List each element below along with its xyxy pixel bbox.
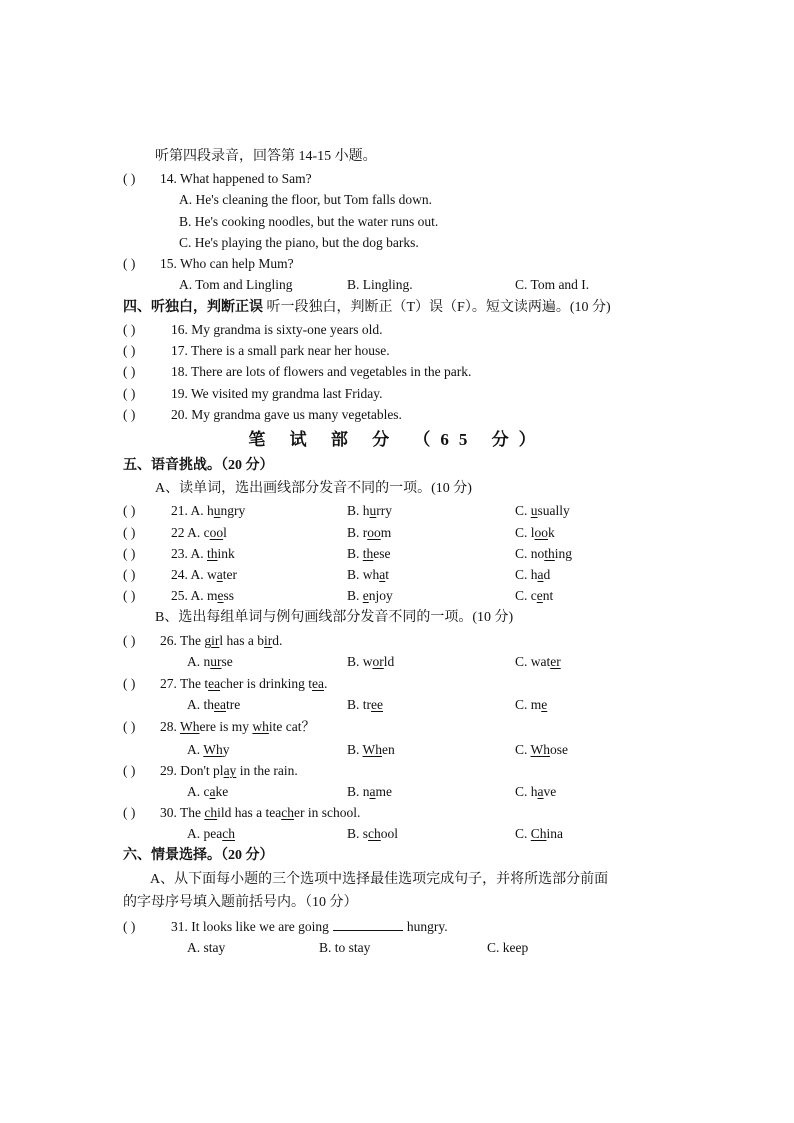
q28-c-underline: Wh [530, 742, 551, 757]
section4-heading-line [0, 297, 794, 319]
q28-s1: 28. [160, 719, 181, 734]
q26-s2: ir [211, 633, 220, 648]
q16-line [0, 319, 794, 341]
q26-c-pre: C. wat [515, 654, 551, 669]
q14-option-b-text: B. He's cooking noodles, but the water runs out. [179, 214, 439, 229]
q15-stem: 15. Who can help Mum? [160, 256, 294, 271]
q29-line [0, 760, 794, 782]
q27-s3: cher is drinking t [220, 676, 312, 691]
q21-a-pre: h [207, 503, 214, 518]
q14-option-a-text: A. He's cleaning the floor, but Tom falls down. [179, 192, 433, 207]
q21-c-underline: u [530, 503, 538, 518]
q14-line [0, 168, 794, 190]
q14-option-a [0, 189, 794, 211]
q19-text: 19. We visited my grandma last Friday. [171, 386, 383, 401]
q22-option-a [171, 522, 227, 544]
q21-option-b [347, 500, 392, 522]
q27-c-underline: e [541, 697, 548, 712]
q28-s4: wh [252, 719, 269, 734]
q28-options [0, 739, 794, 761]
q28-b-underline: Wh [362, 742, 383, 757]
q14-option-c-text: C. He's playing the piano, but the dog barks. [179, 235, 419, 250]
section5-partA: A、读单词，选出画线部分发音不同的一项。(10 分) [155, 481, 472, 496]
q29-option-a [187, 781, 228, 803]
q24-num: 24. A. w [171, 567, 217, 582]
q22-line [0, 522, 794, 544]
q28-option-b [347, 739, 395, 761]
q26-b-pre: B. w [347, 654, 373, 669]
q21-b-pre: B. h [347, 503, 370, 518]
q25-c-post: nt [542, 588, 554, 603]
q24-c-underline: a [537, 567, 544, 582]
q18-line [0, 361, 794, 383]
q27-option-c [515, 694, 547, 716]
section5-partA-line [0, 478, 794, 500]
q23-option-b [347, 543, 391, 565]
q24-b-underline: a [379, 567, 386, 582]
q25-num: 25. A. m [171, 588, 218, 603]
q27-s1: 27. The t [160, 676, 209, 691]
q27-s5: . [323, 676, 328, 691]
q17-line [0, 340, 794, 362]
q29-option-c [515, 781, 556, 803]
q22-paren[interactable]: ( ) [123, 525, 136, 540]
q31-paren[interactable]: ( ) [123, 919, 136, 934]
q31-option-c: C. keep [487, 940, 529, 955]
q30-option-b [347, 823, 398, 845]
q26-a-underline: ur [210, 654, 222, 669]
q29-c-post: ve [543, 784, 557, 799]
q29-s2: ay [223, 763, 237, 778]
q21-c-post: sually [537, 503, 570, 518]
q27-a-post: tre [225, 697, 241, 712]
section5-partB-line [0, 607, 794, 629]
q30-stem [160, 802, 360, 824]
q21-option-a [171, 500, 245, 522]
q23-c-underline: th [544, 546, 555, 561]
q30-b-pre: B. s [347, 826, 369, 841]
q29-option-b [347, 781, 392, 803]
q24-option-b [347, 564, 389, 586]
q29-a-pre: A. c [187, 784, 210, 799]
q30-paren[interactable]: ( ) [123, 805, 136, 820]
q27-a-pre: A. th [187, 697, 214, 712]
q31-pre: 31. It looks like we are going [171, 919, 329, 934]
q22-a-post: l [223, 525, 227, 540]
q25-a-post: ss [223, 588, 235, 603]
q23-num: 23. A. [171, 546, 208, 561]
q30-c-post: ina [546, 826, 564, 841]
q25-b-post: njoy [368, 588, 393, 603]
q23-paren[interactable]: ( ) [123, 546, 136, 561]
q21-a-underline: u [213, 503, 221, 518]
q29-c-underline: a [537, 784, 544, 799]
q23-option-c [515, 543, 572, 565]
q22-a-underline: oo [209, 525, 224, 540]
section6-partA-line1 [0, 869, 794, 891]
q24-option-a [171, 564, 237, 586]
section6-partA-line2 [0, 892, 794, 914]
q31-post: hungry. [406, 919, 448, 934]
q30-s3: ild has a tea [217, 805, 282, 820]
q26-line [0, 630, 794, 652]
q28-b-pre: B. [347, 742, 363, 757]
q28-a-post: y [222, 742, 230, 757]
q26-options [0, 651, 794, 673]
q19-paren[interactable]: ( ) [123, 386, 136, 401]
q25-line [0, 585, 794, 607]
q31-stem [171, 916, 448, 938]
q27-options [0, 694, 794, 716]
q25-b-pre: B. [347, 588, 363, 603]
q21-option-c [515, 500, 570, 522]
q28-a-underline: Wh [203, 742, 223, 757]
q16-paren[interactable]: ( ) [123, 322, 136, 337]
q27-line [0, 673, 794, 695]
q22-c-pre: C. l [515, 525, 535, 540]
q16-text: 16. My grandma is sixty-one years old. [171, 322, 383, 337]
q27-b-underline: ee [371, 697, 383, 712]
q30-s4: ch [281, 805, 294, 820]
q30-option-c [515, 823, 563, 845]
q28-c-pre: C. [515, 742, 531, 757]
q25-option-a [171, 585, 234, 607]
q31-option-b: B. to stay [319, 940, 371, 955]
section6-heading: 六、情景选择。（20 分） [123, 848, 274, 863]
q22-b-underline: oo [367, 525, 381, 540]
q26-s5: d. [272, 633, 283, 648]
q30-line [0, 802, 794, 824]
q27-option-b [347, 694, 383, 716]
q18-text: 18. There are lots of flowers and vegetables in the park. [171, 364, 472, 379]
section4-instruction: 听一段独白，判断正（T）误（F）。短文读两遍。(10 分) [263, 300, 611, 315]
q23-b-pre: B. [347, 546, 363, 561]
q23-line [0, 543, 794, 565]
q26-s3: l has a b [219, 633, 264, 648]
q26-paren[interactable]: ( ) [123, 633, 136, 648]
q31-option-a: A. stay [187, 940, 226, 955]
q26-s1: 26. The g [160, 633, 212, 648]
q25-c-pre: C. c [515, 588, 537, 603]
q18-paren[interactable]: ( ) [123, 364, 136, 379]
q26-b-post: ld [383, 654, 395, 669]
q27-s4: ea [311, 676, 324, 691]
q20-paren[interactable]: ( ) [123, 407, 136, 422]
q31-line [0, 916, 794, 938]
q29-s3: in the rain. [236, 763, 298, 778]
q26-option-c [515, 651, 561, 673]
q27-option-a [187, 694, 240, 716]
q21-a-post: ngry [220, 503, 246, 518]
q19-line [0, 383, 794, 405]
q24-a-post: ter [222, 567, 238, 582]
q27-c-pre: C. m [515, 697, 542, 712]
q22-option-b [347, 522, 391, 544]
q20-line [0, 404, 794, 426]
q17-text: 17. There is a small park near her house. [171, 343, 390, 358]
q23-b-underline: th [362, 546, 374, 561]
q27-a-underline: ea [214, 697, 226, 712]
q15-options [0, 274, 794, 296]
q22-option-c [515, 522, 555, 544]
q15-option-c: C. Tom and I. [515, 277, 590, 292]
q24-option-c [515, 564, 550, 586]
q17-paren[interactable]: ( ) [123, 343, 136, 358]
q31-options [0, 937, 794, 959]
q15-paren[interactable]: ( ) [123, 256, 136, 271]
q25-option-b [347, 585, 393, 607]
q22-num: 22 A. c [171, 525, 210, 540]
q21-paren[interactable]: ( ) [123, 503, 136, 518]
q26-s4: ir [264, 633, 273, 648]
q24-a-underline: a [216, 567, 223, 582]
q27-s2: ea [208, 676, 221, 691]
q22-b-pre: B. r [347, 525, 368, 540]
q25-b-underline: e [362, 588, 369, 603]
q29-c-pre: C. h [515, 784, 538, 799]
q30-b-underline: ch [368, 826, 381, 841]
q21-line [0, 500, 794, 522]
q28-s5: ite cat？ [268, 719, 315, 734]
q24-line [0, 564, 794, 586]
q26-a-pre: A. n [187, 654, 211, 669]
q29-s1: 29. Don't pl [160, 763, 224, 778]
q14-option-b [0, 211, 794, 233]
q15-option-a: A. Tom and Lingling [179, 277, 293, 292]
q26-b-underline: or [372, 654, 384, 669]
q21-num: 21. A. [171, 503, 208, 518]
q26-a-post: se [221, 654, 233, 669]
q30-s1: 30. The [160, 805, 205, 820]
q26-c-underline: er [550, 654, 561, 669]
section5-partB: B、选出每组单词与例句画线部分发音不同的一项。(10 分) [155, 610, 514, 625]
q21-b-underline: u [369, 503, 377, 518]
section6-partA-text1: A、从下面每小题的三个选项中选择最佳选项完成句子，并将所选部分前面 [150, 872, 609, 887]
q30-options [0, 823, 794, 845]
listen4-intro: 听第四段录音，回答第 14-15 小题。 [155, 149, 377, 164]
q23-c-pre: C. no [515, 546, 545, 561]
section4-heading: 四、听独白，判断正误 [123, 300, 263, 315]
q24-b-pre: B. wh [347, 567, 380, 582]
q23-option-a [171, 543, 235, 565]
q28-a-pre: A. [187, 742, 204, 757]
q22-c-post: k [548, 525, 555, 540]
section6-heading-line [0, 845, 794, 867]
q29-a-underline: a [209, 784, 216, 799]
q28-option-a [187, 739, 230, 761]
q30-s5: er in school. [293, 805, 361, 820]
q22-c-underline: oo [534, 525, 549, 540]
q21-b-post: rry [376, 503, 393, 518]
q26-option-b [347, 651, 394, 673]
q30-a-underline: ch [222, 826, 235, 841]
q29-b-post: me [375, 784, 393, 799]
q31-blank[interactable] [333, 916, 403, 931]
section6-partA-text2: 的字母序号填入题前括号内。（10 分） [123, 895, 358, 910]
q24-c-pre: C. h [515, 567, 538, 582]
q30-s2: ch [204, 805, 218, 820]
q23-c-post: ing [554, 546, 573, 561]
q23-a-post: ink [217, 546, 235, 561]
q29-options [0, 781, 794, 803]
q25-c-underline: e [536, 588, 543, 603]
q15-line [0, 253, 794, 275]
q24-c-post: d [543, 567, 551, 582]
q30-c-pre: C. [515, 826, 531, 841]
q28-s3: ere is my [199, 719, 253, 734]
q30-b-post: ool [380, 826, 399, 841]
q29-b-pre: B. n [347, 784, 370, 799]
q25-a-underline: e [217, 588, 224, 603]
q30-a-pre: A. pea [187, 826, 223, 841]
q25-option-c [515, 585, 553, 607]
section5-heading-line [0, 455, 794, 477]
q27-paren[interactable]: ( ) [123, 676, 136, 691]
q30-option-a [187, 823, 235, 845]
q26-option-a [187, 651, 233, 673]
q29-a-post: ke [215, 784, 229, 799]
q24-paren[interactable]: ( ) [123, 567, 136, 582]
q28-c-post: ose [550, 742, 569, 757]
q29-b-underline: a [369, 784, 376, 799]
section5-heading: 五、语音挑战。（20 分） [123, 458, 274, 473]
q25-paren[interactable]: ( ) [123, 588, 136, 603]
q26-stem [160, 630, 282, 652]
q28-line [0, 716, 794, 738]
q23-b-post: ese [373, 546, 391, 561]
q22-b-post: m [380, 525, 392, 540]
written-part-title: 笔 试 部 分 （65 分） [248, 430, 546, 449]
q28-stem [160, 716, 315, 738]
q14-option-c [0, 232, 794, 254]
q29-paren[interactable]: ( ) [123, 763, 136, 778]
q14-paren[interactable]: ( ) [123, 171, 136, 186]
listen4-intro-line [0, 146, 794, 168]
q27-stem [160, 673, 327, 695]
q28-s2: Wh [180, 719, 200, 734]
q28-paren[interactable]: ( ) [123, 719, 136, 734]
q27-b-pre: B. tr [347, 697, 372, 712]
q20-text: 20. My grandma gave us many vegetables. [171, 407, 402, 422]
q28-b-post: en [382, 742, 395, 757]
q23-a-underline: th [207, 546, 218, 561]
q28-option-c [515, 739, 568, 761]
q24-b-post: t [385, 567, 390, 582]
q30-c-underline: Ch [530, 826, 547, 841]
q21-c-pre: C. [515, 503, 531, 518]
q15-option-b: B. Lingling. [347, 277, 413, 292]
q14-stem: 14. What happened to Sam? [160, 171, 312, 186]
q29-stem [160, 760, 298, 782]
